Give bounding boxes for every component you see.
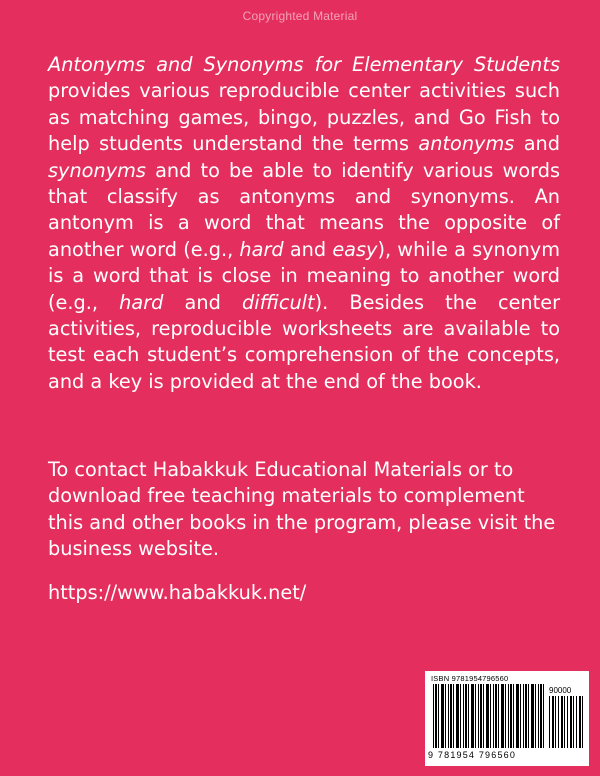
isbn-label: ISBN 9781954796560 <box>431 674 509 683</box>
term-antonyms: antonyms <box>418 132 515 156</box>
term-synonyms: synonyms <box>48 158 146 182</box>
book-title: Antonyms and Synonyms for Elementary Students <box>48 53 560 76</box>
description-text: ), while a synonym is a word that is close in meaning to another word (e.g., <box>48 237 560 314</box>
contact-paragraph: To contact Habakkuk Educational Materials or to download free teaching materials to complement this and other books in the program, please visit the business website. <box>48 458 556 561</box>
description-text: and <box>163 290 242 314</box>
website-url: https://www.habakkuk.net/ <box>48 581 307 604</box>
description-paragraph <box>48 52 560 395</box>
example-word: hard <box>119 290 164 314</box>
description-text: and <box>514 132 560 156</box>
description-text: provides various reproducible center activities such as matching games, bingo, puzzles, and Go Fish to help students understand the terms <box>48 79 560 156</box>
example-word: difficult <box>241 290 315 314</box>
example-word: hard <box>239 237 284 261</box>
price-code: 90000 <box>549 686 572 695</box>
barcode-bars <box>433 684 545 748</box>
example-word: easy <box>332 237 378 261</box>
barcode-addon-bars <box>549 696 583 748</box>
isbn-barcode <box>425 671 589 766</box>
copyright-watermark: Copyrighted Material <box>242 9 358 23</box>
description-text: ). Besides the center activities, reproducible worksheets are available to test each student’s comprehension of the concepts, and a key is provided at the end of the book. <box>48 290 561 393</box>
description-text: and <box>283 237 333 261</box>
ean-digits: 9 781954 796560 <box>428 750 517 760</box>
description-text: and to be able to identify various words that classify as antonyms and synonyms. An antonym is a word that means the opposite of another word (e.g., <box>48 158 560 261</box>
